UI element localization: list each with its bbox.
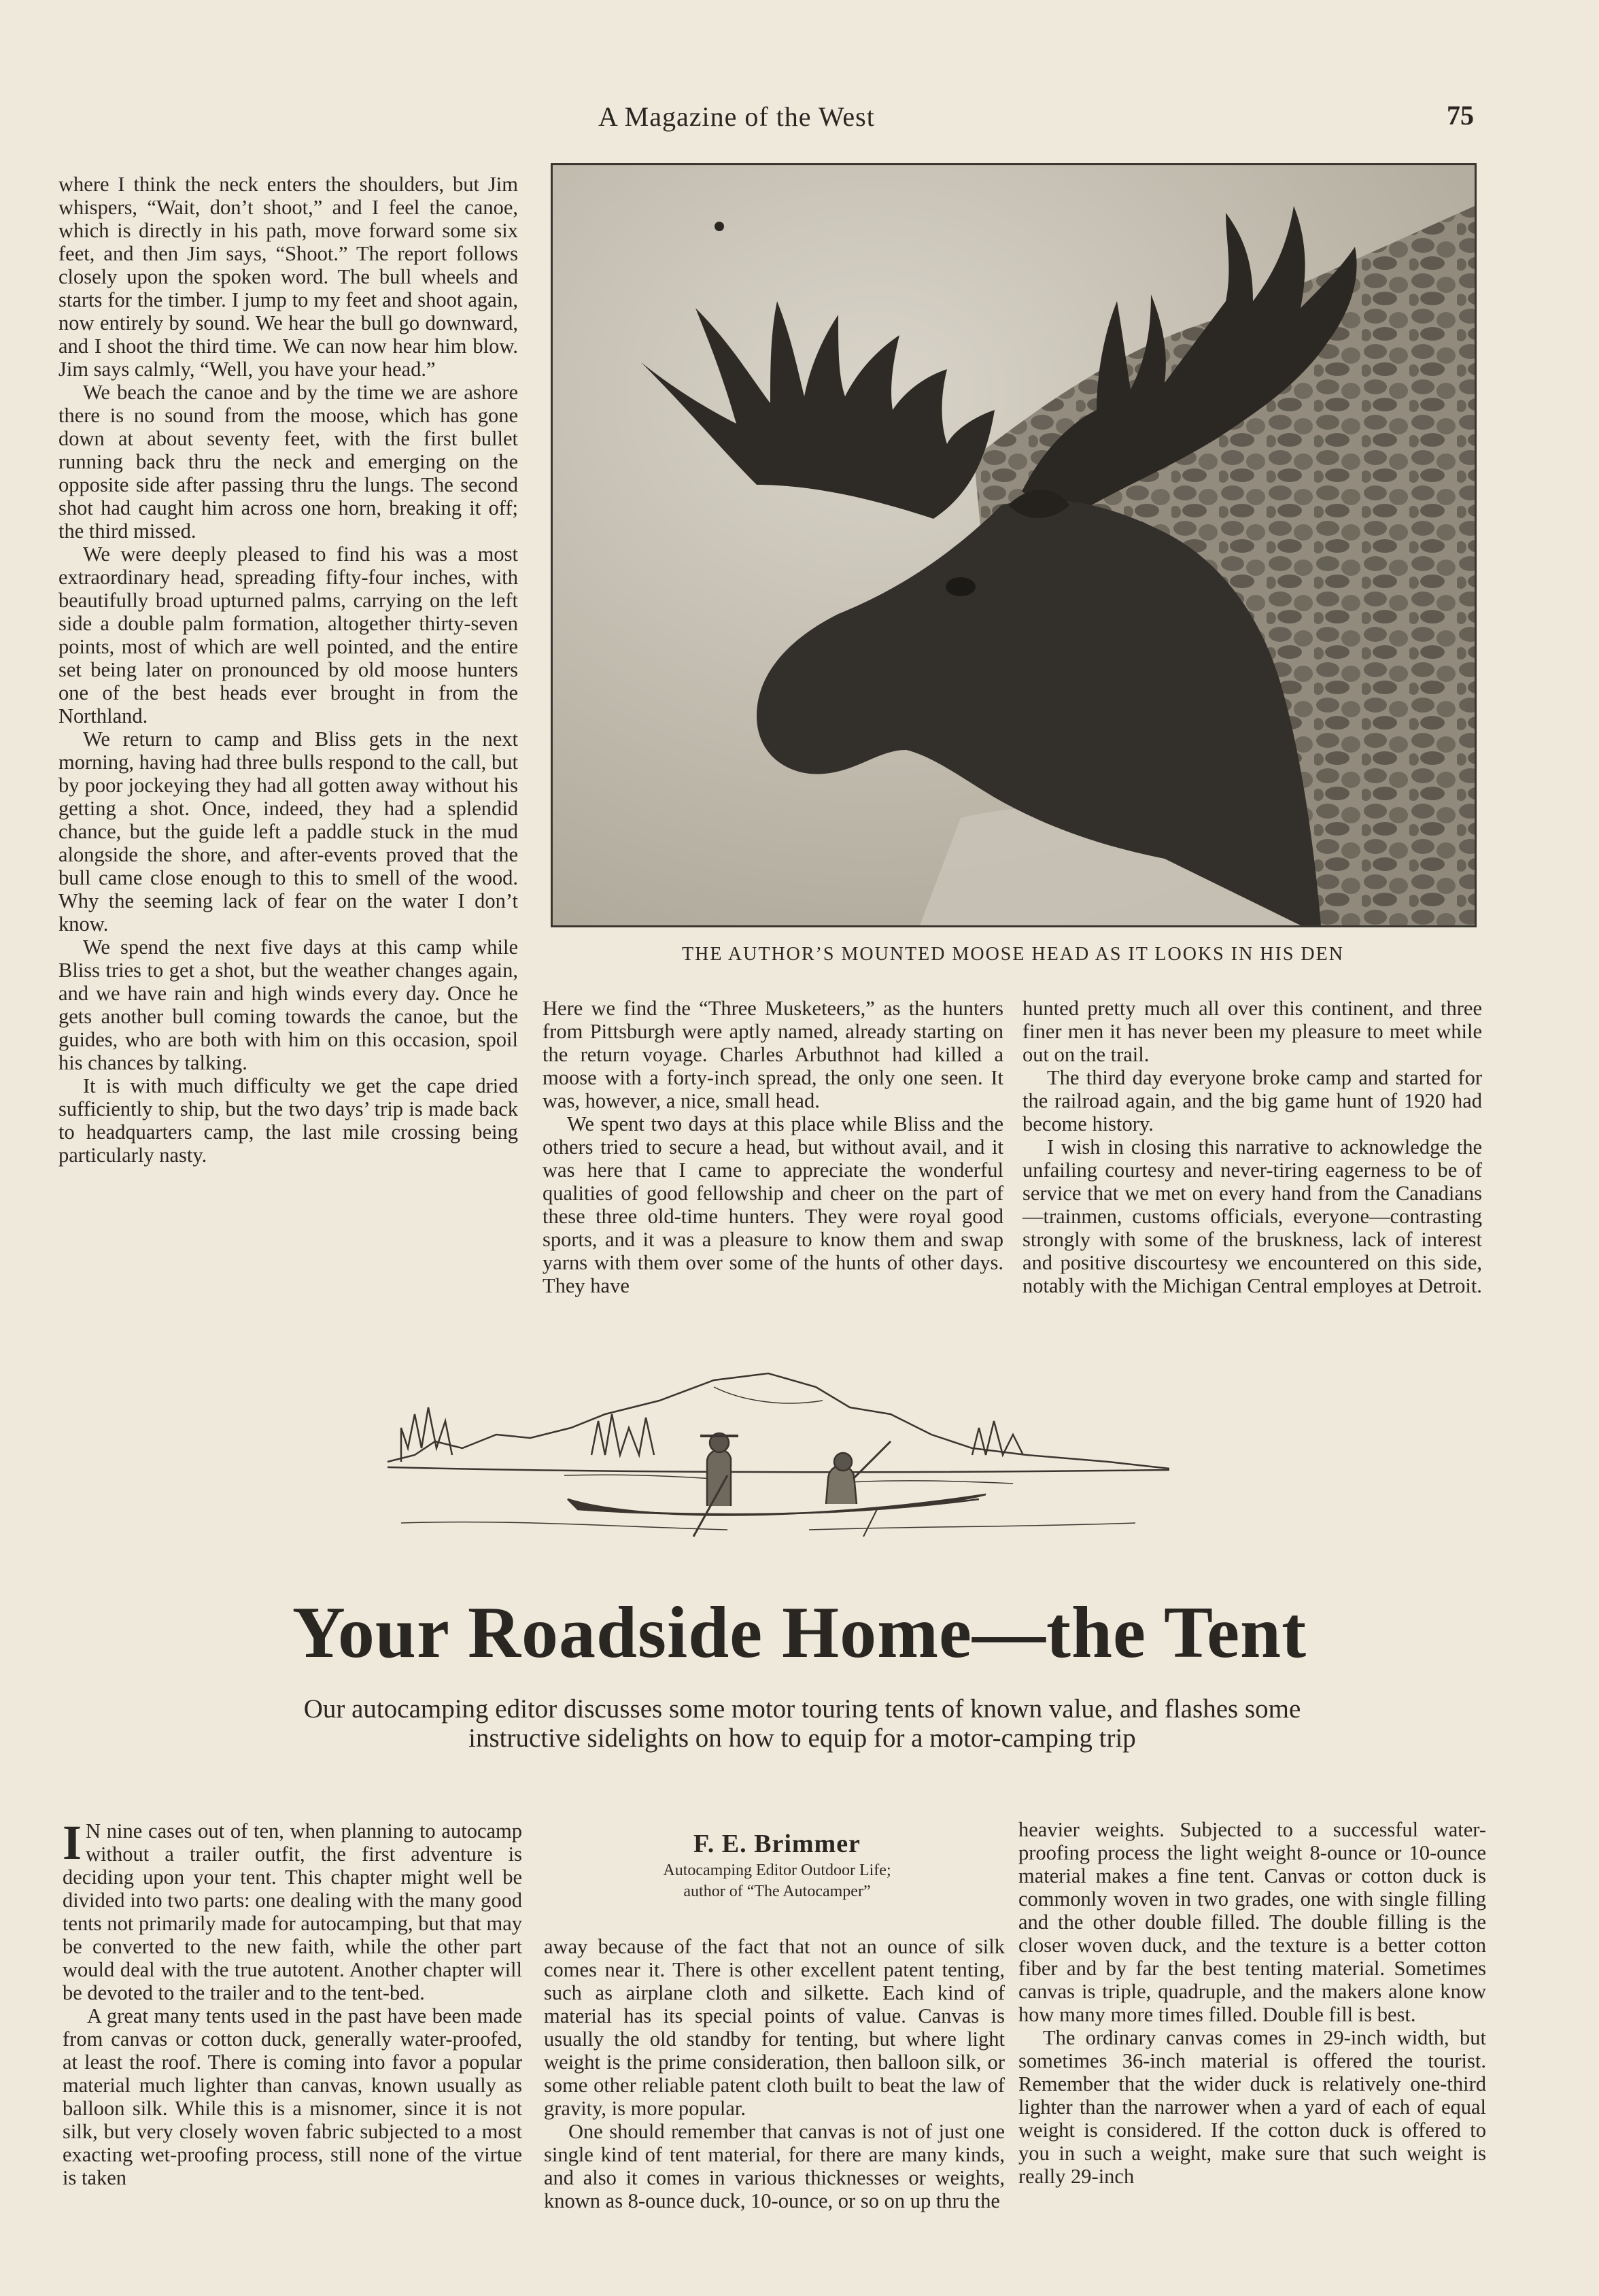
moose-head-photo [551,163,1477,927]
running-head-title: A Magazine of the West [598,101,875,132]
article-dek: Our autocamping editor discusses some motor touring tents of known value, and flashes some instructive sidelights on how to equip for a motor-camping trip [303,1694,1301,1753]
paragraph: I wish in closing this narrative to acknowledge the unfailing courtesy and never-tiring eagerness to be of service that we met on every hand from the Canadians—trainmen, customs officials, everyone—contrasting strongly with some of the bruskness, lack of interest and positive discourtesy we encountered on this side, notably with the Michigan Central employes at Detroit. [1022,1135,1482,1297]
paragraph: We beach the canoe and by the time we are ashore there is no sound from the moose, which has gone down at about seventy feet, with the first bullet running back thru the neck and emerging on the opposite side after passing thru the lungs. The second shot had caught him across one horn, breaking it off; the third missed. [58,381,518,543]
article-col-1 [63,1815,522,2189]
canoe-illustration [374,1360,1176,1550]
drop-cap: I [63,1815,82,1870]
paragraph: The ordinary canvas comes in 29-inch width, but sometimes 36-inch material is offered the tourist. Remember that the wider duck is relatively one-third lighter than the narrower when a yard of each of equal weight is considered. If the cotton duck is offered to you in such a weight, make sure that such weight is really 29-inch [1018,2026,1486,2188]
paragraph: where I think the neck enters the shoulders, but Jim whispers, “Wait, don’t shoot,” and I feel the canoe, which is directly in his path, move forward some six feet, and then Jim says, “Shoot.” The report follows closely upon the spoken word. The bull wheels and starts for the timber. I jump to my feet and shoot again, now entirely by sound. We hear the bull go downward, and I shoot the third time. We can now hear him blow. Jim says calmly, “Well, you have your head.” [58,173,518,381]
paragraph: We spend the next five days at this camp while Bliss tries to get a shot, but the weather changes again, and we have rain and high winds every day. Once he gets another bull coming towards the canoe, but the guides, who are both with him on this occasion, spoil his chances by talking. [58,936,518,1074]
paragraph: The third day everyone broke camp and started for the railroad again, and the big game hunt of 1920 had become history. [1022,1066,1482,1135]
prev-article-col-2 [543,997,1003,1297]
photo-caption: THE AUTHOR’S MOUNTED MOOSE HEAD AS IT LOOKS IN HIS DEN [682,944,1344,965]
paragraph: away because of the fact that not an ounce of silk comes near it. There is other excellent patent tenting, such as airplane cloth and silkette. Each kind of material has its special points of value. Canvas is usually the old standby for tenting, but where light weight is the prime consideration, then balloon silk, or some other reliable patent cloth built to beat the law of gravity, is more popular. [544,1935,1005,2120]
prev-article-col-3 [1022,997,1482,1297]
paragraph: Here we find the “Three Musketeers,” as the hunters from Pittsburgh were aptly named, already starting on the return voyage. Charles Arbuthnot had killed a moose with a forty-inch spread, the only one seen. It was, however, a nice, small head. [543,997,1003,1112]
prev-article-col-1 [58,173,518,1167]
canoe-sketch-image [374,1360,1176,1550]
paragraph: We spent two days at this place while Bliss and the others tried to secure a head, but without avail, and it was here that I came to appreciate the wonderful qualities of good fellowship and cheer on the part of these three old-time hunters. They were royal good sports, and it was a pleasure to know them and swap yarns with them over some of the hunts of other days. They have [543,1112,1003,1297]
byline [549,1829,1005,1901]
author-role-line-1: Autocamping Editor Outdoor Life; [663,1862,891,1879]
article-col-2 [544,1935,1005,2212]
paragraph: We return to camp and Bliss gets in the next morning, having had three bulls respond to the call, but by poor jockeying they had all gotten away without his getting a shot. Once, indeed, they had a splendid chance, but the guide left a paddle stuck in the mud alongside the shore, and after-events proved that the bull came close enough to this to smell of the wood. Why the seeming lack of fear on the water I don’t know. [58,727,518,936]
paragraph: A great many tents used in the past have been made from canvas or cotton duck, generally water-proofed, at least the roof. There is coming into favor a popular material much lighter than canvas, known usually as balloon silk. While this is a misnomer, since it is not silk, but very closely woven fabric subjected to a most exacting wet-proofing process, still none of the virtue is taken [63,2004,522,2189]
paragraph: One should remember that canvas is not of just one single kind of tent material, for there are many kinds, and also it comes in various thicknesses or weights, known as 8-ounce duck, 10-ounce, or so on up thru the [544,2120,1005,2212]
paragraph: It is with much difficulty we get the cape dried sufficiently to ship, but the two days’ trip is made back to headquarters camp, the last mile crossing being particularly nasty. [58,1074,518,1167]
author-name: F. E. Brimmer [693,1830,861,1858]
paragraph: We were deeply pleased to find his was a most extraordinary head, spreading fifty-four inches, with beautifully broad upturned palms, carrying on the left side a double palm formation, altogether thirty-seven points, most of which are well pointed, and the entire set being later on pronounced by old moose hunters one of the best heads ever brought in from the Northland. [58,543,518,727]
paragraph: heavier weights. Subjected to a successful water-proofing process the light weight 8-ounce or 10-ounce material makes a fine tent. Canvas or cotton duck is commonly woven in two grades, one with single filling and the other double filled. The double filling is the closer woven duck, and the texture is a better cotton fiber and by far the best tenting material. Sometimes canvas is triple, quadruple, and the makers alone know how many more times filled. Double fill is best. [1018,1818,1486,2026]
page-number: 75 [1447,100,1474,131]
author-role-line-2: author of “The Autocamper” [683,1883,871,1900]
paragraph-text: N nine cases out of ten, when planning to autocamp without a trailer outfit, the first adventure is deciding upon your tent. This chapter might well be divided into two parts: one dealing with the many good tents not primarily made for autocamping, but that may be converted to the new faith, while the other part would deal with the true autotent. Another chapter will be devoted to the trailer and to the tent-bed. [63,1819,522,2004]
paragraph: hunted pretty much all over this continent, and three finer men it has never been my pleasure to meet while out on the trail. [1022,997,1482,1066]
paragraph [63,1815,522,2004]
article-col-3 [1018,1818,1486,2188]
article-title: Your Roadside Home—the Tent [292,1592,1307,1673]
moose-head-image [553,165,1475,925]
